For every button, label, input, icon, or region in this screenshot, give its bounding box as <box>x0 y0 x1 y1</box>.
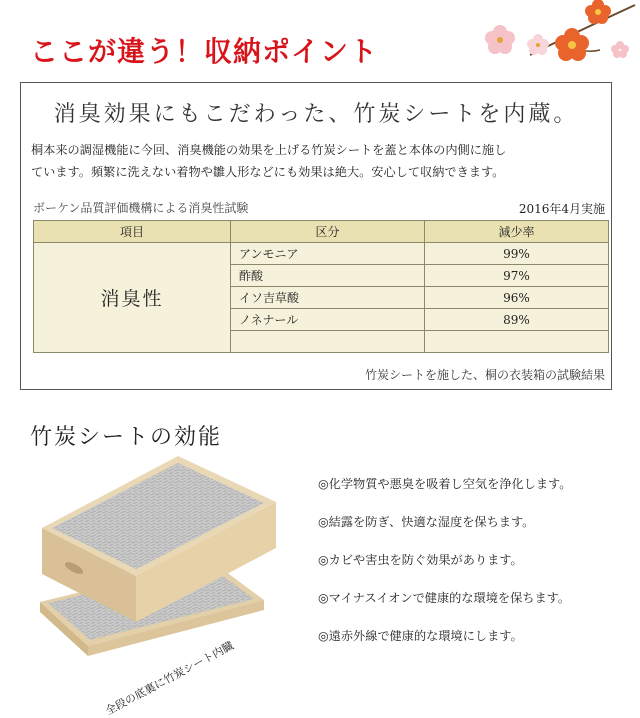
benefit-item: ◎結露を防ぎ、快適な湿度を保ちます。 <box>318 515 535 529</box>
deodorizing-info-box <box>20 82 612 390</box>
description-line: ています。頻繁に洗えない着物や雛人形などにも効果は絶大。安心して収納できます。 <box>31 165 505 179</box>
table-row <box>34 243 609 265</box>
plum-blossom-decoration <box>470 0 640 80</box>
rate-cell: 97% <box>425 265 609 287</box>
benefit-item: ◎カビや害虫を防ぐ効果があります。 <box>318 553 523 567</box>
category-cell: アンモニア <box>231 243 425 265</box>
deodorizing-results-table <box>33 220 609 353</box>
table-note: 竹炭シートを施した、桐の衣装箱の試験結果 <box>364 368 605 382</box>
rate-cell: 89% <box>425 309 609 331</box>
category-cell <box>231 331 425 353</box>
illustration-caption: 全段の底裏に竹炭シート内臓 <box>103 639 236 718</box>
benefit-item: ◎遠赤外線で健康的な環境にします。 <box>318 629 523 643</box>
category-cell: イソ吉草酸 <box>231 287 425 309</box>
column-header: 区分 <box>231 221 425 243</box>
table-header-row <box>34 221 609 243</box>
rate-cell: 99% <box>425 243 609 265</box>
box-description <box>31 139 605 183</box>
test-date: 2016年4月実施 <box>518 202 605 216</box>
rate-cell: 96% <box>425 287 609 309</box>
column-header: 項目 <box>34 221 231 243</box>
category-cell: 酢酸 <box>231 265 425 287</box>
item-cell: 消臭性 <box>34 243 231 353</box>
page-headline: ここが違う！収納ポイント <box>30 35 379 68</box>
description-line: 桐本来の調湿機能に今回、消臭機能の効果を上げる竹炭シートを蓋と本体の内側に施し <box>31 143 507 157</box>
rate-cell <box>425 331 609 353</box>
box-title: 消臭効果にもこだわった、竹炭シートを内蔵。 <box>53 102 579 127</box>
benefit-item: ◎マイナスイオンで健康的な環境を保ちます。 <box>318 591 571 605</box>
benefits-list <box>318 474 571 664</box>
section-title: 竹炭シートの効能 <box>30 425 223 450</box>
storage-box-illustration <box>18 450 318 718</box>
column-header: 減少率 <box>425 221 609 243</box>
test-organization: ボーケン品質評価機構による消臭性試験 <box>33 201 249 215</box>
category-cell: ノネナール <box>231 309 425 331</box>
benefit-item: ◎化学物質や悪臭を吸着し空気を浄化します。 <box>318 477 572 491</box>
